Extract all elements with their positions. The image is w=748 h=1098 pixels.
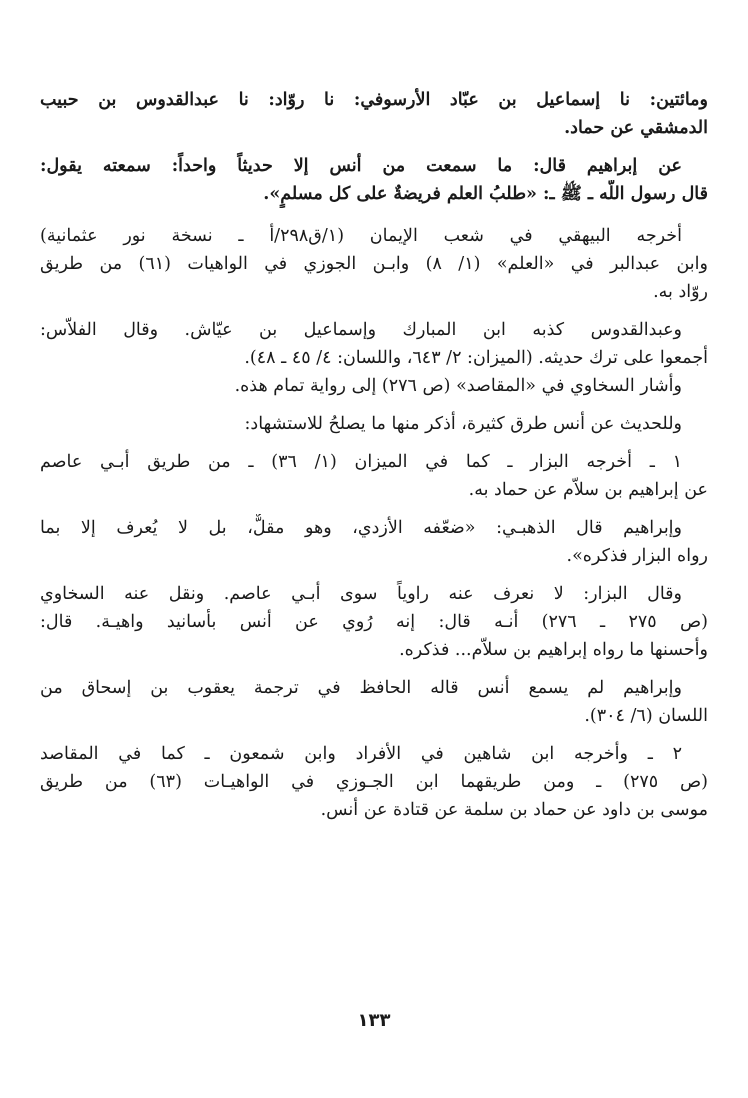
page-number: ١٣٣ (357, 1010, 391, 1031)
document-page (40, 86, 708, 824)
text-line: وللحديث عن أنس طرق كثيرة، أذكر منها ما يصلحُ للاستشهاد: (244, 414, 682, 434)
text-line: اللسان (٦/ ٣٠٤). (584, 706, 708, 726)
text-line: وإبراهيم لم يسمع أنس قاله الحافظ في ترجمة يعقوب بن إسحاق من (40, 678, 682, 698)
text-line: وأشار السخاوي في «المقاصد» (ص ٢٧٦) إلى رواية تمام هذه. (234, 376, 682, 396)
text-line: قال رسول اللَّه ـ ﷺ ـ: «طلبُ العلم فريضةٌ على كل مسلمٍ». (263, 184, 708, 204)
text-line: ومائتين: نا إسماعيل بن عبّاد الأرسوفي: نا روّاد: نا عبدالقدوس بن حبيب (40, 90, 708, 110)
text-line: (ص ٢٧٥ ـ ٢٧٦) أنـه قال: إنه رُوي عن أنس بأسانيد واهيـة. قال: (40, 612, 708, 632)
text-line: عن إبراهيم بن سلاّم عن حماد به. (468, 480, 708, 500)
text-line: أخرجه البيهقي في شعب الإيمان (١/ق٢٩٨/أ ـ نسخة نور عثمانية) (40, 226, 682, 246)
text-line: رواه البزار فذكره». (566, 546, 708, 566)
text-line: وأحسنها ما رواه إبراهيم بن سلاّم... فذكره. (399, 640, 708, 660)
text-line: ١ ـ أخرجه البزار ـ كما في الميزان (١/ ٣٦) ـ من طريق أبـي عاصم (40, 452, 682, 472)
text-line: (ص ٢٧٥) ـ ومن طريقهما ابن الجـوزي في الواهيـات (٦٣) من طريق (40, 772, 708, 792)
text-line: الدمشقي عن حماد. (564, 118, 708, 138)
text-line: وابن عبدالبر في «العلم» (١/ ٨) وابـن الجوزي في الواهيات (٦١) من طريق (40, 254, 708, 274)
text-line: موسى بن داود عن حماد بن سلمة عن قتادة عن أنس. (320, 800, 708, 820)
text-line: وعبدالقدوس كذبه ابن المبارك وإسماعيل بن عيّاش. وقال الفلاّس: (40, 320, 682, 340)
text-line: وإبراهيم قال الذهبـي: «ضعّفه الأزدي، وهو مقلٌّ، بل لا يُعرف إلا بما (40, 518, 682, 538)
text-line: وقال البزار: لا نعرف عنه راوياً سوى أبـي عاصم. ونقل عنه السخاوي (40, 584, 682, 604)
text-line: روّاد به. (653, 282, 708, 302)
text-line: عن إبراهيم قال: ما سمعت من أنس إلا حديثاً واحداً: سمعته يقول: (40, 156, 682, 176)
text-line: أجمعوا على ترك حديثه. (الميزان: ٢/ ٦٤٣، واللسان: ٤/ ٤٥ ـ ٤٨). (244, 348, 708, 368)
text-line: ٢ ـ وأخرجه ابن شاهين في الأفراد وابن شمعون ـ كما في المقاصد (40, 744, 682, 764)
